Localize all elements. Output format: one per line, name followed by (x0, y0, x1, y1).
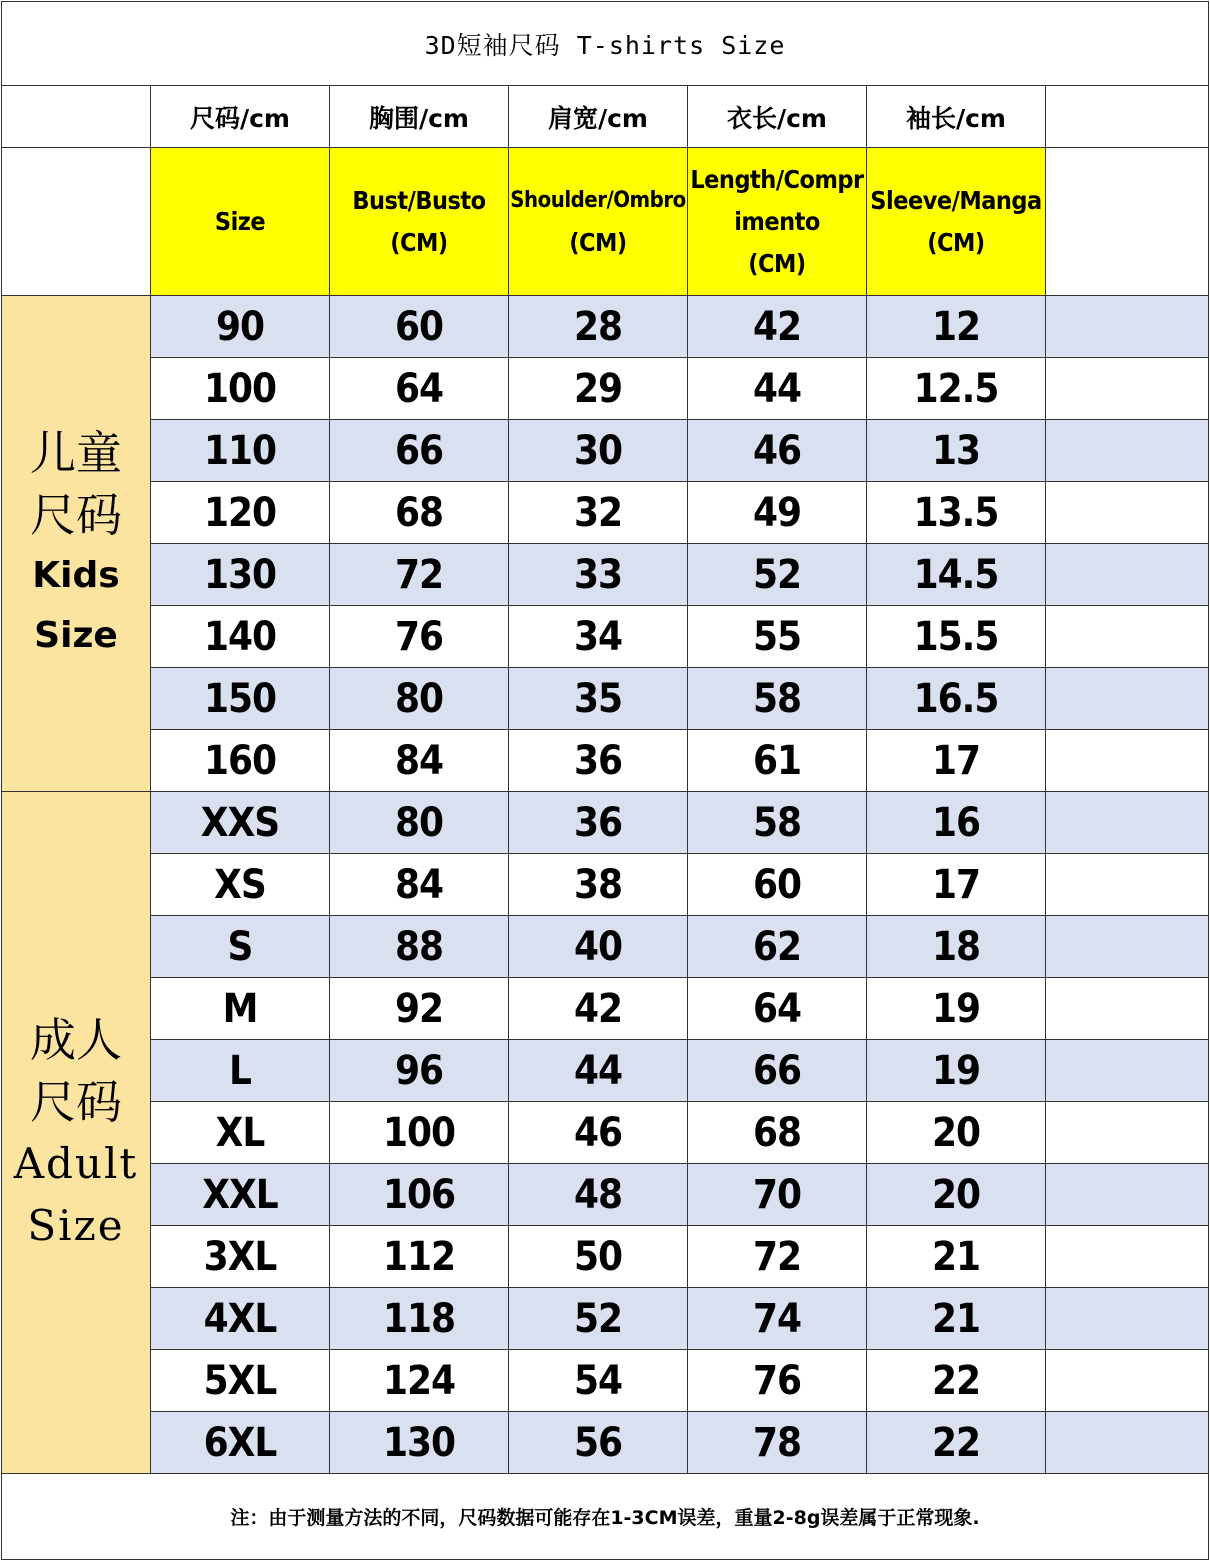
table-cell-size: 120 (151, 482, 330, 544)
table-cell-bust: 68 (330, 482, 509, 544)
table-cell-shoulder: 32 (509, 482, 688, 544)
table-cell-bust: 72 (330, 544, 509, 606)
table-cell-empty (1046, 1226, 1208, 1288)
table-cell-sleeve: 16 (867, 792, 1046, 854)
table-cell-sleeve: 21 (867, 1288, 1046, 1350)
table-cell-sleeve: 19 (867, 1040, 1046, 1102)
table-cell-bust: 96 (330, 1040, 509, 1102)
header-cn-bust: 胸围/cm (330, 86, 509, 148)
header-cn-length: 衣长/cm (688, 86, 867, 148)
header-en-sleeve: Sleeve/Manga (CM) (867, 148, 1046, 296)
table-cell-length: 58 (688, 792, 867, 854)
table-cell-sleeve: 17 (867, 854, 1046, 916)
header-cn-size: 尺码/cm (151, 86, 330, 148)
table-cell-size: XXS (151, 792, 330, 854)
table-cell-sleeve: 20 (867, 1102, 1046, 1164)
table-title: 3D短袖尺码 T-shirts Size (2, 2, 1208, 86)
header-en-size: Size (151, 148, 330, 296)
table-cell-size: XS (151, 854, 330, 916)
table-cell-length: 70 (688, 1164, 867, 1226)
table-cell-shoulder: 50 (509, 1226, 688, 1288)
table-cell-sleeve: 13 (867, 420, 1046, 482)
table-cell-bust: 76 (330, 606, 509, 668)
table-cell-sleeve: 13.5 (867, 482, 1046, 544)
table-cell-empty (1046, 854, 1208, 916)
table-cell-shoulder: 33 (509, 544, 688, 606)
table-cell-shoulder: 44 (509, 1040, 688, 1102)
table-cell-bust: 92 (330, 978, 509, 1040)
table-cell-shoulder: 36 (509, 730, 688, 792)
table-cell-shoulder: 52 (509, 1288, 688, 1350)
table-cell-size: XXL (151, 1164, 330, 1226)
table-cell-sleeve: 20 (867, 1164, 1046, 1226)
table-cell-size: M (151, 978, 330, 1040)
header-en-shoulder: Shoulder/Ombro (CM) (509, 148, 688, 296)
table-cell-empty (1046, 420, 1208, 482)
table-cell-bust: 118 (330, 1288, 509, 1350)
table-cell-length: 72 (688, 1226, 867, 1288)
table-cell-bust: 124 (330, 1350, 509, 1412)
table-cell-bust: 84 (330, 730, 509, 792)
table-cell-size: 6XL (151, 1412, 330, 1474)
table-cell-size: S (151, 916, 330, 978)
table-cell-empty (1046, 978, 1208, 1040)
table-cell-empty (1046, 1102, 1208, 1164)
table-cell-sleeve: 22 (867, 1412, 1046, 1474)
table-cell-shoulder: 54 (509, 1350, 688, 1412)
table-cell-sleeve: 14.5 (867, 544, 1046, 606)
table-cell-empty (1046, 668, 1208, 730)
table-cell-shoulder: 34 (509, 606, 688, 668)
table-cell-empty (1046, 296, 1208, 358)
header-empty-right (1046, 86, 1208, 148)
table-cell-sleeve: 15.5 (867, 606, 1046, 668)
table-cell-bust: 66 (330, 420, 509, 482)
footer-note: 注：由于测量方法的不同，尺码数据可能存在1-3CM误差，重量2-8g误差属于正常现象. (230, 1507, 980, 1529)
table-cell-length: 58 (688, 668, 867, 730)
table-cell-size: 150 (151, 668, 330, 730)
table-cell-length: 49 (688, 482, 867, 544)
table-cell-sleeve: 12 (867, 296, 1046, 358)
table-cell-length: 61 (688, 730, 867, 792)
table-cell-empty (1046, 544, 1208, 606)
table-cell-shoulder: 36 (509, 792, 688, 854)
table-cell-bust: 84 (330, 854, 509, 916)
table-cell-empty (1046, 1040, 1208, 1102)
table-cell-bust: 60 (330, 296, 509, 358)
header-en-bust: Bust/Busto (CM) (330, 148, 509, 296)
table-cell-empty (1046, 792, 1208, 854)
table-cell-length: 62 (688, 916, 867, 978)
table-cell-length: 76 (688, 1350, 867, 1412)
header-en-length: Length/Compr imento (CM) (688, 148, 867, 296)
table-cell-shoulder: 56 (509, 1412, 688, 1474)
table-cell-bust: 112 (330, 1226, 509, 1288)
table-cell-bust: 88 (330, 916, 509, 978)
table-cell-size: 140 (151, 606, 330, 668)
table-cell-sleeve: 16.5 (867, 668, 1046, 730)
table-cell-sleeve: 21 (867, 1226, 1046, 1288)
table-cell-shoulder: 46 (509, 1102, 688, 1164)
table-cell-sleeve: 17 (867, 730, 1046, 792)
table-cell-length: 64 (688, 978, 867, 1040)
adult-group-label: 成人 尺码 Adult Size (2, 792, 151, 1474)
table-cell-length: 52 (688, 544, 867, 606)
header-cn-shoulder: 肩宽/cm (509, 86, 688, 148)
table-cell-bust: 80 (330, 792, 509, 854)
table-cell-length: 42 (688, 296, 867, 358)
table-cell-empty (1046, 1412, 1208, 1474)
table-cell-length: 60 (688, 854, 867, 916)
header-cn-sleeve: 袖长/cm (867, 86, 1046, 148)
table-cell-sleeve: 18 (867, 916, 1046, 978)
table-cell-bust: 64 (330, 358, 509, 420)
table-cell-length: 44 (688, 358, 867, 420)
header-blank-cell (2, 86, 151, 148)
table-cell-size: 90 (151, 296, 330, 358)
table-cell-length: 74 (688, 1288, 867, 1350)
table-cell-length: 55 (688, 606, 867, 668)
table-cell-empty (1046, 1288, 1208, 1350)
table-cell-shoulder: 30 (509, 420, 688, 482)
table-cell-length: 78 (688, 1412, 867, 1474)
size-table (1, 1, 1209, 1560)
table-cell-sleeve: 12.5 (867, 358, 1046, 420)
table-cell-bust: 80 (330, 668, 509, 730)
table-cell-empty (1046, 1350, 1208, 1412)
table-cell-shoulder: 48 (509, 1164, 688, 1226)
table-cell-empty (1046, 482, 1208, 544)
table-cell-empty (1046, 730, 1208, 792)
table-cell-shoulder: 28 (509, 296, 688, 358)
table-cell-size: 110 (151, 420, 330, 482)
table-cell-shoulder: 40 (509, 916, 688, 978)
table-cell-shoulder: 38 (509, 854, 688, 916)
table-cell-empty (1046, 606, 1208, 668)
table-cell-sleeve: 22 (867, 1350, 1046, 1412)
table-cell-length: 46 (688, 420, 867, 482)
table-cell-length: 68 (688, 1102, 867, 1164)
table-cell-size: 4XL (151, 1288, 330, 1350)
table-cell-size: XL (151, 1102, 330, 1164)
header-en-empty-right (1046, 148, 1208, 296)
table-cell-length: 66 (688, 1040, 867, 1102)
kids-group-label: 儿童 尺码 Kids Size (2, 296, 151, 792)
table-cell-shoulder: 35 (509, 668, 688, 730)
table-cell-size: L (151, 1040, 330, 1102)
table-cell-sleeve: 19 (867, 978, 1046, 1040)
header-en-blank-cell (2, 148, 151, 296)
table-cell-size: 5XL (151, 1350, 330, 1412)
table-cell-bust: 100 (330, 1102, 509, 1164)
table-cell-bust: 106 (330, 1164, 509, 1226)
table-cell-shoulder: 42 (509, 978, 688, 1040)
table-cell-bust: 130 (330, 1412, 509, 1474)
table-cell-empty (1046, 1164, 1208, 1226)
table-cell-size: 3XL (151, 1226, 330, 1288)
table-cell-shoulder: 29 (509, 358, 688, 420)
table-cell-size: 100 (151, 358, 330, 420)
table-cell-empty (1046, 358, 1208, 420)
table-cell-empty (1046, 916, 1208, 978)
table-cell-size: 160 (151, 730, 330, 792)
table-cell-size: 130 (151, 544, 330, 606)
